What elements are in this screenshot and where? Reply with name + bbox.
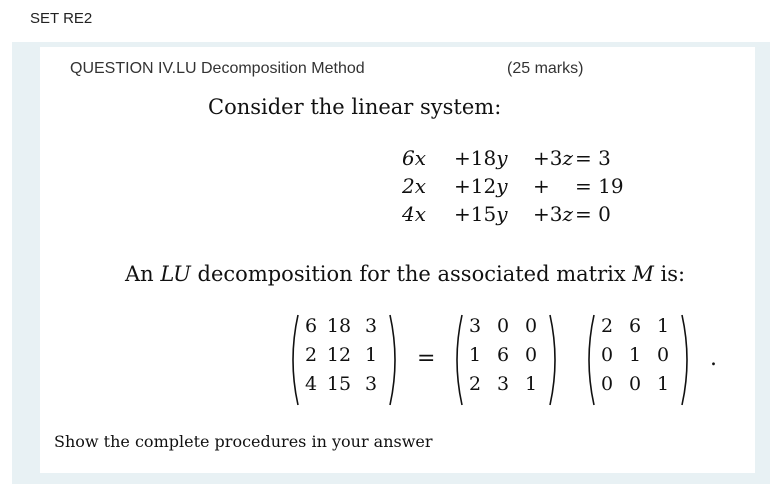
matrix-l-cell: 3 bbox=[468, 315, 482, 337]
matrix-l-cell: 0 bbox=[496, 315, 510, 337]
matrix-l-cell: 1 bbox=[468, 344, 482, 366]
instruction-text: Show the complete procedures in your answer bbox=[54, 432, 433, 451]
matrix-m-cell: 15 bbox=[326, 373, 352, 395]
matrix-u-cell: 0 bbox=[600, 344, 614, 366]
matrix-u-cell: 0 bbox=[628, 373, 642, 395]
matrix-u-cell: 2 bbox=[600, 315, 614, 337]
matrix-m-cell: 4 bbox=[304, 373, 318, 395]
matrix-m-cell: 3 bbox=[364, 373, 378, 395]
matrix-l-cell: 0 bbox=[524, 344, 538, 366]
matrix-l-cell: 0 bbox=[524, 315, 538, 337]
matrix-u-cell: 1 bbox=[628, 344, 642, 366]
m-symbol: M bbox=[632, 262, 654, 286]
equals-sign: = bbox=[417, 346, 436, 371]
intro-text: Consider the linear system: bbox=[208, 95, 502, 119]
question-title: QUESTION IV.LU Decomposition Method bbox=[70, 60, 365, 77]
matrix-m-cell: 12 bbox=[326, 344, 352, 366]
matrix-m-cell: 6 bbox=[304, 315, 318, 337]
matrix-u-cell: 6 bbox=[628, 315, 642, 337]
matrix-l-cell: 6 bbox=[496, 344, 510, 366]
matrix-m-cell: 3 bbox=[364, 315, 378, 337]
period-mark: . bbox=[710, 346, 717, 371]
matrix-u-cell: 1 bbox=[656, 315, 670, 337]
matrix-u-cell: 0 bbox=[600, 373, 614, 395]
matrix-l-cell: 3 bbox=[496, 373, 510, 395]
matrix-m-cell: 1 bbox=[364, 344, 378, 366]
matrix-l-cell: 2 bbox=[468, 373, 482, 395]
matrix-l-right-paren bbox=[548, 313, 562, 407]
lu-symbol: LU bbox=[160, 262, 191, 286]
matrix-u-cell: 0 bbox=[656, 344, 670, 366]
lu-sentence: An LU decomposition for the associated matrix M is: bbox=[125, 262, 686, 286]
matrix-m-cell: 2 bbox=[304, 344, 318, 366]
matrix-l-cell: 1 bbox=[524, 373, 538, 395]
question-marks: (25 marks) bbox=[507, 60, 584, 77]
matrix-equation bbox=[280, 313, 740, 413]
matrix-u-right-paren bbox=[680, 313, 694, 407]
matrix-m-cell: 18 bbox=[326, 315, 352, 337]
set-label: SET RE2 bbox=[30, 10, 93, 27]
matrix-m-right-paren bbox=[388, 313, 402, 407]
matrix-u-cell: 1 bbox=[656, 373, 670, 395]
